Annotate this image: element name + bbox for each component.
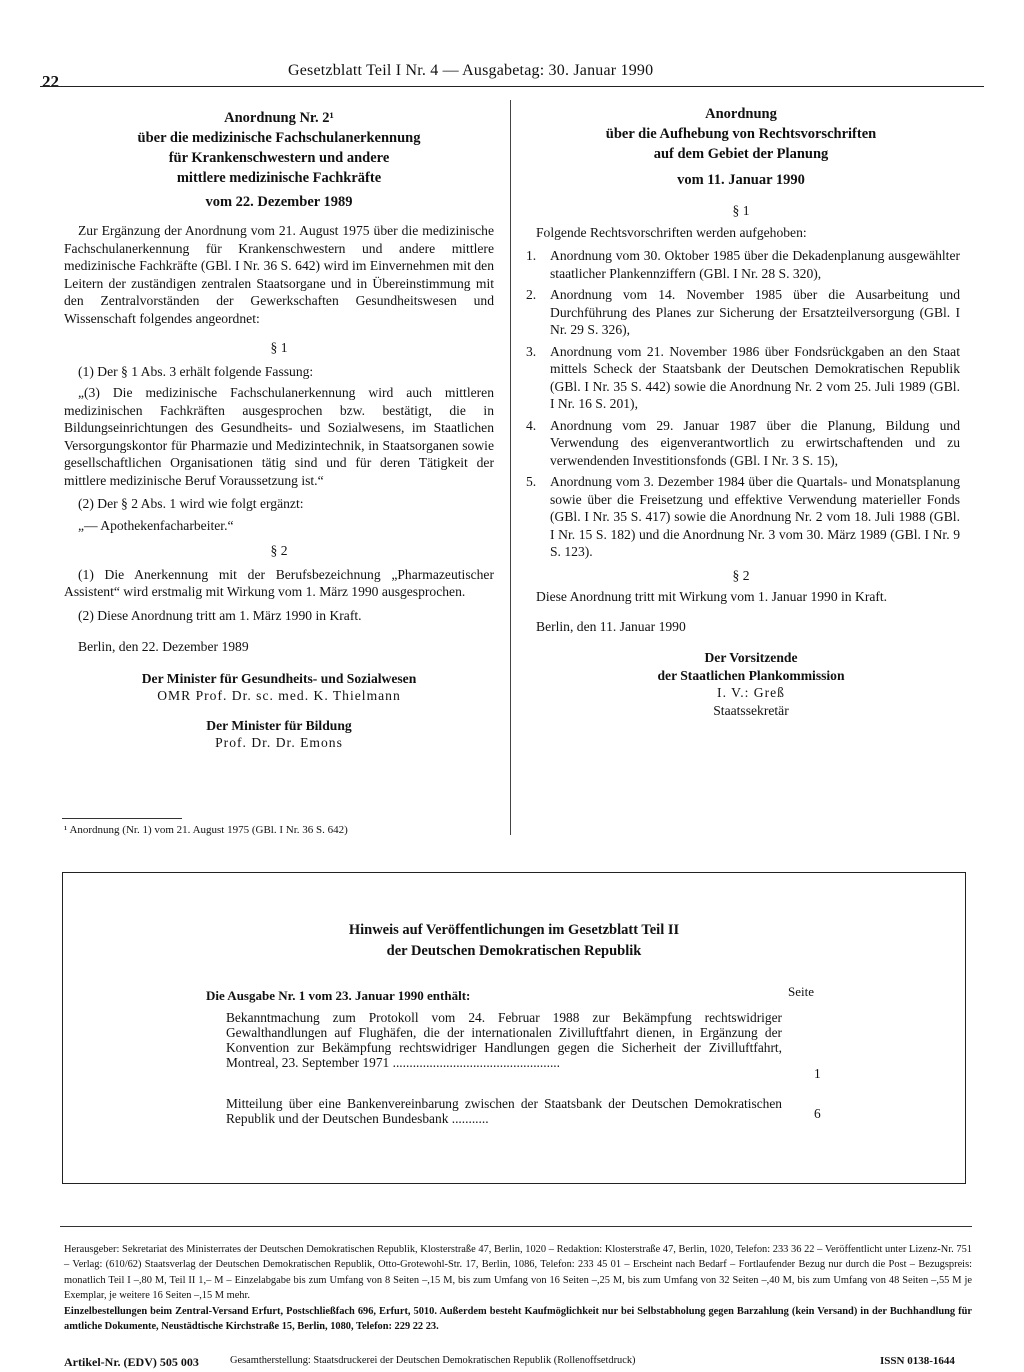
issn: ISSN 0138-1644 <box>880 1355 955 1367</box>
list-item-text: Anordnung vom 29. Januar 1987 über die Planung, Bildung und Verwendung des eigenverantwortlich zu erwirtschaftenden und zu verwendenden Investitionsfonds (GBl. I Nr. 3 S. 15), <box>550 417 960 468</box>
list-item-text: Anordnung vom 14. November 1985 über die Ausarbeitung und Durchführung des Planes zur Sicherung der Ersatzteilversorgung (GBl. I Nr. 29 S. 326), <box>550 287 960 337</box>
left-ordinance-title <box>64 108 494 188</box>
left-title-line: über die medizinische Fachschulanerkennung <box>137 130 421 146</box>
list-item <box>522 417 960 470</box>
imprint-rule <box>60 1226 972 1227</box>
page-number: 22 <box>42 72 59 91</box>
list-item <box>522 247 960 282</box>
notice-box-title <box>62 920 966 962</box>
left-s2-p2: (2) Diese Anordnung tritt am 1. März 1990 in Kraft. <box>78 607 362 623</box>
left-signatory-2-name: Prof. Dr. Dr. Emons <box>215 735 343 750</box>
notice-entry-page: 6 <box>814 1106 821 1121</box>
list-item <box>522 286 960 339</box>
list-item-number: 3. <box>526 343 537 359</box>
left-intro-paragraph: Zur Ergänzung der Anordnung vom 21. August 1975 über die medizinische Fachschulanerkennung für Krankenschwestern und andere mittlere medizinische Fachkräfte (GBl. I Nr. 36 S. 642) wird im Einvernehmen mit den Leitern der zuständigen zentralen Staatsorgane und in Übereinstimmung mit den Zentralvorständen der Gewerkschaften Gesundheitswesen und Wissenschaft folgendes angeordnet: <box>64 223 494 326</box>
left-signatory-1-title: Der Minister für Gesundheits- und Sozialwesen <box>141 670 417 686</box>
left-place-date: Berlin, den 22. Dezember 1989 <box>78 639 249 654</box>
imprint-publisher-text: Herausgeber: Sekretariat des Ministerrates der Deutschen Demokratischen Republik, Klosterstraße 47, Berlin, 1020 – Redaktion: Klosterstraße 47, Berlin, 1020, Telefon: 233 36 22 – Veröffentlicht unter Lizenz-Nr. 751 – Verlag: (610/62) Staatsverlag der Deutschen Demokratischen Republik, Otto-Grotewohl-Str. 17, Berlin, 1086, Telefon: 233 45 01 – Erscheint nach Bedarf – Fortlaufender Bezug nur durch die Post – Bezugspreis: monatlich Teil I –,80 M, Teil II 1,– M – Einzelabgabe bis zum Umfang von 8 Seiten –,15 M, bis zum Umfang von 16 Seiten –,25 M, bis zum Umfang von 32 Seiten –,40 M, bis zum Umfang von 48 Seiten –,55 M je Exemplar, je weitere 16 Seiten –,15 M mehr. <box>64 1244 972 1302</box>
right-place-date: Berlin, den 11. Januar 1990 <box>536 618 686 634</box>
notice-title-line: Hinweis auf Veröffentlichungen im Gesetzblatt Teil II <box>348 922 680 938</box>
right-signature-block <box>542 649 960 719</box>
header-rule <box>40 86 984 87</box>
notice-entry: Bekanntmachung zum Protokoll vom 24. Februar 1988 zur Bekämpfung rechtswidriger Gewalthandlungen auf Flughäfen, die der internationalen Zivilluftfahrt dienen, in Ergänzung der Konvention zur Bekämpfung rechtswidriger Handlungen gegen die Sicherheit der Zivilluftfahrt, Montreal, 23. September 1971 .................................................. <box>226 1010 782 1070</box>
left-title-line: für Krankenschwestern und andere <box>168 150 390 166</box>
left-title-line: Anordnung Nr. 2¹ <box>224 110 334 126</box>
repealed-regulations-list <box>522 247 960 561</box>
right-ordinance-date: vom 11. Januar 1990 <box>677 172 805 188</box>
list-item <box>522 473 960 561</box>
footnote-rule <box>62 818 182 819</box>
left-s1-quote: „(3) Die medizinische Fachschulanerkennung wird auch mittleren medizinischen Fachkräften ausgesprochen bzw. bestätigt, die in Bildungseinrichtungen des Gesundheits- und Sozialwesens, im Staatlichen Versorgungskontor für Pharmazie und Medizintechnik, in Staatsorganen sowie gesellschaftlichen Organisationen tätig sind und für deren Tätigkeit der mittlere medizinische Beruf Voraussetzung ist.“ <box>64 385 494 488</box>
left-column <box>64 108 494 752</box>
notice-issue-line: Die Ausgabe Nr. 1 vom 23. Januar 1990 enthält: <box>206 988 471 1003</box>
right-ordinance-title <box>522 104 960 164</box>
list-item-number: 5. <box>526 474 537 489</box>
notice-entry-page: 1 <box>814 1066 821 1081</box>
left-ordinance-date: vom 22. Dezember 1989 <box>205 194 353 210</box>
notice-entry: Mitteilung über eine Bankenvereinbarung zwischen der Staatsbank der Deutschen Demokratischen Republik und der Deutschen Bundesbank ........... <box>226 1096 782 1126</box>
left-footnote: ¹ Anordnung (Nr. 1) vom 21. August 1975 (GBl. I Nr. 36 S. 642) <box>64 824 348 836</box>
left-s2-p1: (1) Die Anerkennung mit der Berufsbezeichnung „Pharmazeutischer Assistent“ wird erstmalig mit Wirkung vom 1. März 1990 ausgesprochen. <box>64 566 494 599</box>
list-item <box>522 343 960 413</box>
right-signatory-title: Der Vorsitzende <box>704 650 798 665</box>
list-item-text: Anordnung vom 21. November 1986 über Fondsrückgaben an den Staat mittels Scheck der Staatsbank der Deutschen Demokratischen Republik (GBl. I Nr. 35 S. 442) sowie die Anordnung Nr. 2 vom 25. Juli 1989 (GBl. I Nr. 16 S. 201), <box>550 343 960 411</box>
list-item-text: Anordnung vom 3. Dezember 1984 über die Quartals- und Monatsplanung sowie über die Freisetzung und effektive Verwendung materieller Fonds (GBl. I Nr. 35 S. 417) sowie die Anordnung Nr. 2 vom 18. Juli 1988 (GBl. I Nr. 15 S. 182) und die Anordnung Nr. 3 vom 30. März 1989 (GBl. I Nr. 9 S. 123). <box>550 474 960 559</box>
printer-credit: Gesamtherstellung: Staatsdruckerei der Deutschen Demokratischen Republik (Rollenoffsetdruck) <box>230 1355 636 1366</box>
imprint <box>64 1242 972 1334</box>
right-signatory-name: I. V.: Greß <box>717 685 785 700</box>
right-section-1-heading: § 1 <box>732 203 750 218</box>
left-title-line: mittlere medizinische Fachkräfte <box>176 170 382 186</box>
left-s1-p1: (1) Der § 1 Abs. 3 erhält folgende Fassung: <box>78 363 314 379</box>
notice-title-line: der Deutschen Demokratischen Republik <box>386 943 642 959</box>
left-s1-p2-quote: „— Apothekenfacharbeiter.“ <box>78 517 234 533</box>
gazette-header-title: Gesetzblatt Teil I Nr. 4 — Ausgabetag: 30. Januar 1990 <box>288 62 654 79</box>
imprint-ordering-text: Einzelbestellungen beim Zentral-Versand Erfurt, Postschließfach 696, Erfurt, 5010. Außerdem besteht Kaufmöglichkeit nur bei Selbstabholung gegen Barzahlung (kein Versand) in der Buchhandlung für amtliche Dokumente, Neustädtische Kirchstraße 15, Berlin, 1080, Telefon: 229 22 23. <box>64 1305 972 1333</box>
right-column <box>522 104 960 719</box>
left-section-1-heading: § 1 <box>270 340 288 355</box>
right-s1-intro: Folgende Rechtsvorschriften werden aufgehoben: <box>536 224 807 240</box>
right-s2-text: Diese Anordnung tritt mit Wirkung vom 1. Januar 1990 in Kraft. <box>536 589 888 604</box>
notice-page-column-label: Seite <box>788 984 814 999</box>
right-title-line: über die Aufhebung von Rechtsvorschriften <box>605 126 877 142</box>
right-signatory-role: Staatssekretär <box>713 702 789 718</box>
list-item-number: 2. <box>526 287 537 302</box>
right-signatory-office: der Staatlichen Plankommission <box>657 667 845 683</box>
article-number: Artikel-Nr. (EDV) 505 003 <box>64 1355 199 1369</box>
right-title-line: Anordnung <box>705 106 777 122</box>
left-signatory-2-title: Der Minister für Bildung <box>206 717 352 733</box>
list-item-number: 1. <box>526 248 537 263</box>
left-signatory-1-name: OMR Prof. Dr. sc. med. K. Thielmann <box>157 688 401 703</box>
left-section-2-heading: § 2 <box>270 543 288 558</box>
column-divider <box>510 100 511 835</box>
right-section-2-heading: § 2 <box>732 567 750 583</box>
list-item-text: Anordnung vom 30. Oktober 1985 über die Dekadenplanung ausgewählter staatlicher Plankennziffern (GBl. I Nr. 28 S. 320), <box>550 248 960 281</box>
left-s1-p2: (2) Der § 2 Abs. 1 wird wie folgt ergänzt: <box>78 496 304 511</box>
right-title-line: auf dem Gebiet der Planung <box>653 146 829 162</box>
list-item-number: 4. <box>526 417 537 433</box>
